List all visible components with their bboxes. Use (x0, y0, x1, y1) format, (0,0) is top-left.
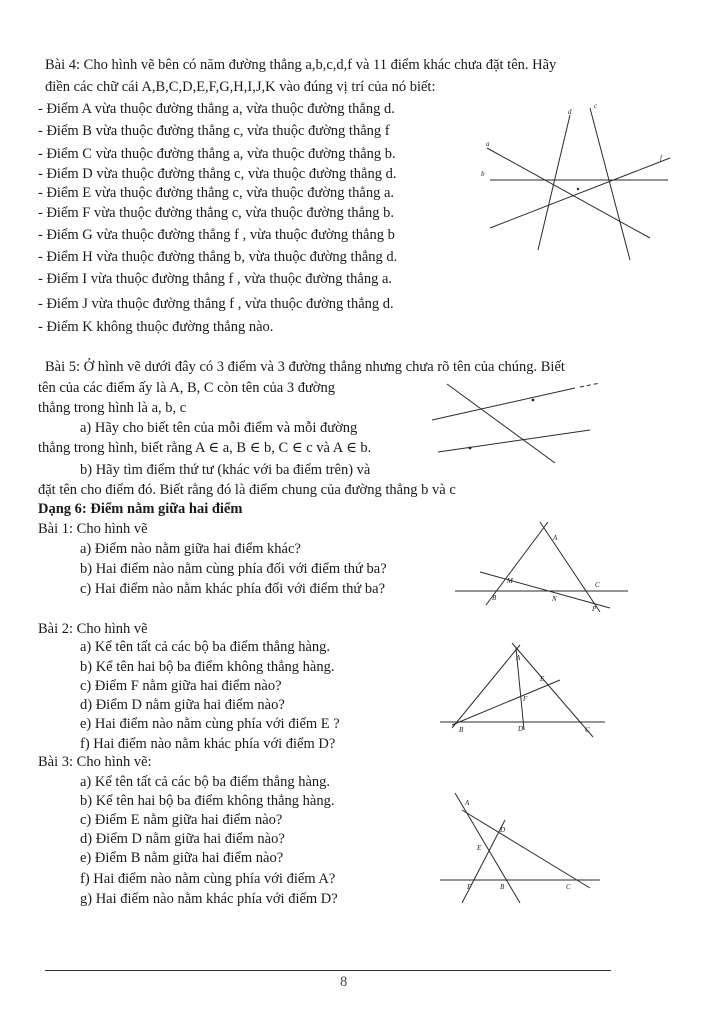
bai4-intro-line1: Bài 4: Cho hình vẽ bên có năm đường thẳng a,b,c,d,f và 11 điểm khác chưa đặt tên. Hãy (45, 57, 557, 73)
point-label-C: C (595, 581, 600, 589)
bai5-line3: thẳng trong hình là a, b, c (38, 400, 187, 416)
bai3-question-b: b) Kể tên hai bộ ba điểm không thẳng hàng. (80, 793, 335, 809)
bai2-question-a: a) Kể tên tất cả các bộ ba điểm thẳng hàng. (80, 639, 331, 655)
line-label-c: c (594, 102, 598, 110)
point-label-F: F (523, 695, 528, 703)
bai5-line6: b) Hãy tìm điểm thứ tư (khác với ba điểm trên) và (80, 462, 371, 478)
point-label-D: D (500, 826, 506, 834)
point-label-B: B (492, 594, 497, 602)
point-label-C: C (585, 726, 590, 734)
bai3-question-d: d) Điểm D nằm giữa hai điểm nào? (80, 831, 285, 847)
bai5-line2: tên của các điểm ấy là A, B, C còn tên của 3 đường (38, 380, 335, 396)
line-label-f: f (660, 154, 662, 162)
dang6-title: Dạng 6: Điểm nằm giữa hai điểm (38, 501, 243, 517)
bai1-question-a: a) Điểm nào nằm giữa hai điểm khác? (80, 541, 301, 557)
bai4-item: - Điểm E vừa thuộc đường thẳng c, vừa thuộc đường thẳng a. (38, 185, 395, 201)
point-label-B: B (459, 726, 464, 734)
bai2-question-d: d) Điểm D nằm giữa hai điểm nào? (80, 697, 285, 713)
point-label-B: B (500, 883, 505, 891)
point-label-E: E (477, 844, 482, 852)
bai3-question-f: f) Hai điểm nào nằm cùng phía với điểm A? (80, 871, 336, 887)
bai4-item: - Điểm H vừa thuộc đường thẳng b, vừa thuộc đường thẳng d. (38, 249, 398, 265)
bai4-item: - Điểm B vừa thuộc đường thẳng c, vừa thuộc đường thẳng f (38, 123, 390, 139)
bai4-intro-line2: điền các chữ cái A,B,C,D,E,F,G,H,I,J,K vào đúng vị trí của nó biết: (45, 79, 436, 95)
point-label-A: A (553, 534, 558, 542)
point-label-F: F (467, 883, 472, 891)
point-label-A: A (516, 654, 521, 662)
point-label-M: M (507, 577, 513, 585)
bai2-question-b: b) Kể tên hai bộ ba điểm không thẳng hàng. (80, 659, 335, 675)
line-label-a: a (486, 140, 490, 148)
bai1-question-b: b) Hai điểm nào nằm cùng phía đối với điểm thứ ba? (80, 561, 387, 577)
bai5-line5: thẳng trong hình, biết rằng A ∈ a, B ∈ b, C ∈ c và A ∈ b. (38, 440, 372, 456)
bai4-item: - Điểm I vừa thuộc đường thẳng f , vừa thuộc đường thẳng a. (38, 271, 393, 287)
point-label-C: C (566, 883, 571, 891)
bai3-question-a: a) Kể tên tất cả các bộ ba điểm thẳng hàng. (80, 774, 331, 790)
point-label-A: A (465, 799, 470, 807)
bai5-line4: a) Hãy cho biết tên của mỗi điểm và mỗi đường (80, 420, 358, 436)
footer-divider (45, 970, 611, 971)
page-number: 8 (340, 974, 348, 990)
bai2-question-e: e) Hai điểm nào nằm cùng phía với điểm E ? (80, 716, 340, 732)
bai4-item: - Điểm F vừa thuộc đường thẳng c, vừa thuộc đường thẳng b. (38, 205, 395, 221)
bai2-question-f: f) Hai điểm nào nằm khác phía với điểm D? (80, 736, 336, 752)
bai4-item: - Điểm G vừa thuộc đường thẳng f , vừa thuộc đường thẳng b (38, 227, 395, 243)
bai4-item: - Điểm K không thuộc đường thẳng nào. (38, 319, 274, 335)
bai3-title: Bài 3: Cho hình vẽ: (38, 754, 152, 770)
bai2-question-c: c) Điểm F nằm giữa hai điểm nào? (80, 678, 282, 694)
line-label-b: b (481, 170, 485, 178)
bai5-line1: Bài 5: Ở hình vẽ dưới đây có 3 điểm và 3 đường thẳng nhưng chưa rõ tên của chúng. Biết (45, 359, 565, 375)
line-label-d: d (568, 108, 572, 116)
bai5-line7: đặt tên cho điểm đó. Biết rằng đó là điểm chung của đường thẳng b và c (38, 482, 456, 498)
point-label-E: E (540, 675, 545, 683)
bai4-item: - Điểm D vừa thuộc đường thẳng c, vừa thuộc đường thẳng d. (38, 166, 397, 182)
bai4-item: - Điểm J vừa thuộc đường thẳng f , vừa thuộc đường thẳng d. (38, 296, 394, 312)
point-label-D: D (518, 725, 524, 733)
point-label-P: P (592, 605, 597, 613)
bai1-question-c: c) Hai điểm nào nằm khác phía đối với điểm thứ ba? (80, 581, 386, 597)
bai3-question-c: c) Điểm E nằm giữa hai điểm nào? (80, 812, 283, 828)
bai1-title: Bài 1: Cho hình vẽ (38, 521, 148, 537)
bai2-title: Bài 2: Cho hình vẽ (38, 621, 148, 637)
bai3-question-e: e) Điểm B nằm giữa hai điểm nào? (80, 850, 284, 866)
bai4-item: - Điểm C vừa thuộc đường thẳng a, vừa thuộc đường thẳng b. (38, 146, 396, 162)
bai4-item: - Điểm A vừa thuộc đường thẳng a, vừa thuộc đường thẳng d. (38, 101, 395, 117)
point-label-N: N (552, 595, 557, 603)
bai3-question-g: g) Hai điểm nào nằm khác phía với điểm D? (80, 891, 338, 907)
